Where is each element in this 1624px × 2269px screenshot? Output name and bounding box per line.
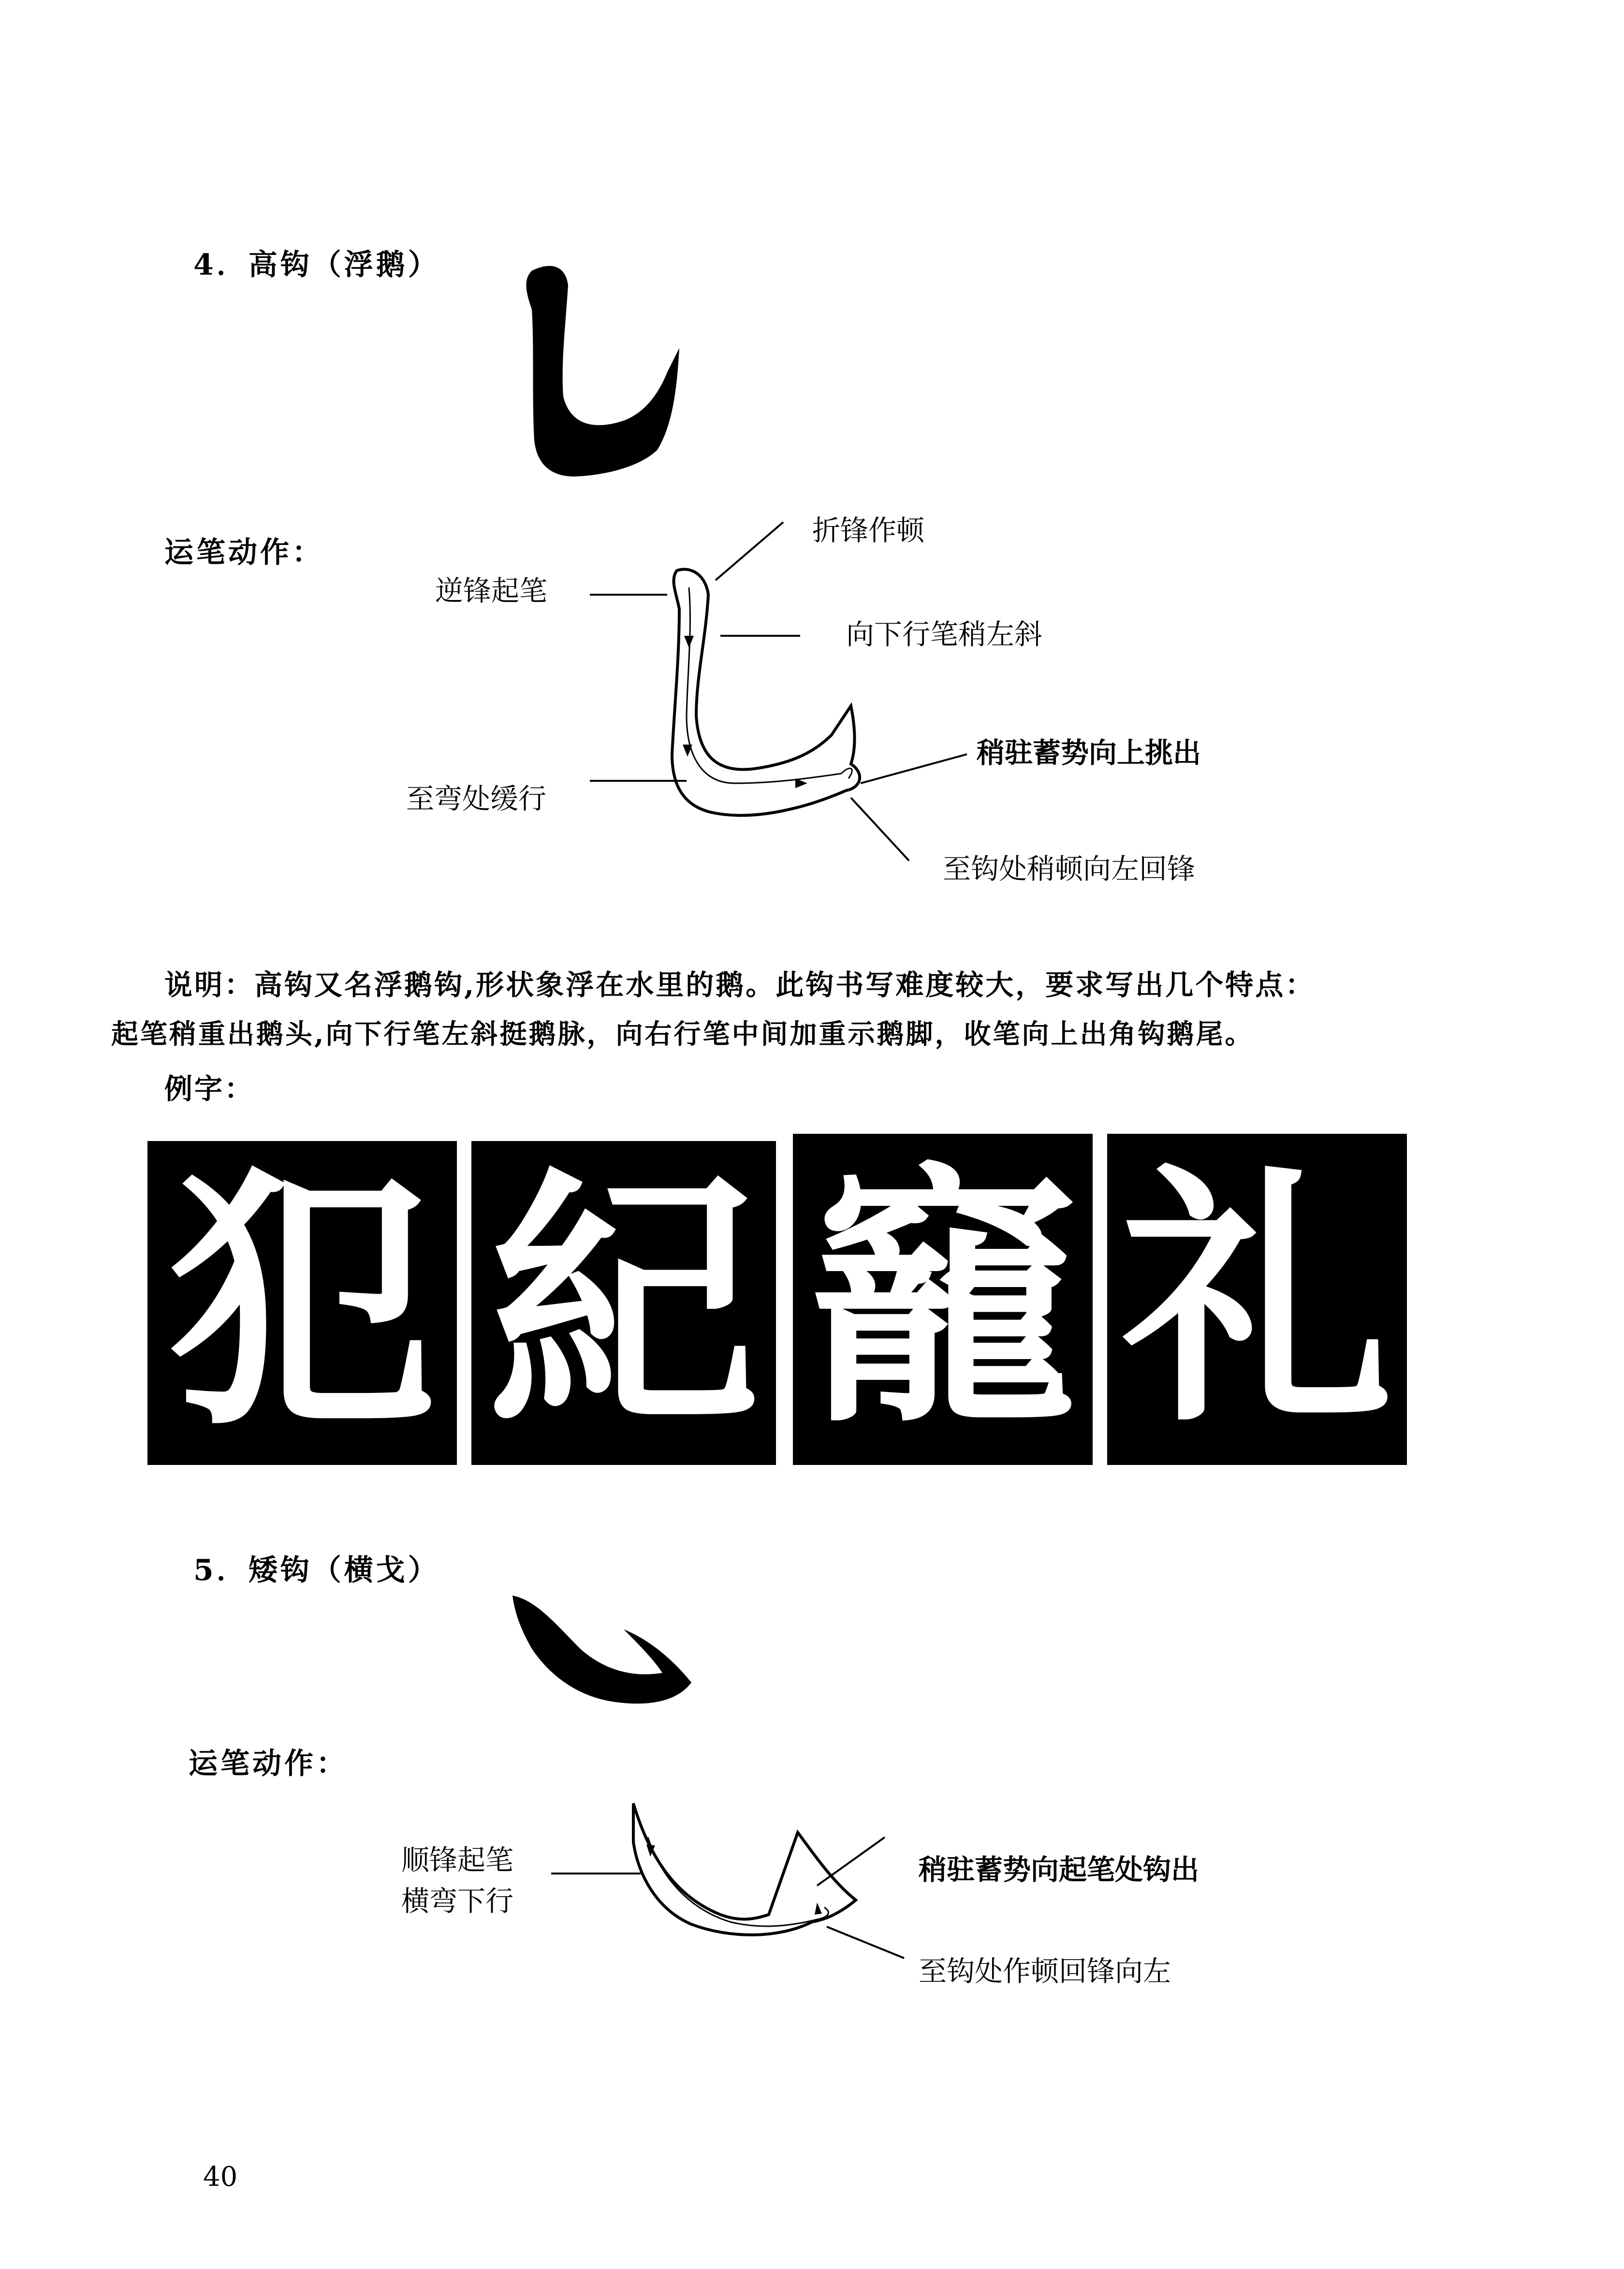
annotation-reverse-start: 逆锋起笔 [435, 574, 548, 607]
hook-tip-curl [841, 768, 852, 778]
section-5-heading: 5．矮钩（横戈） [193, 1553, 440, 1587]
annotation-low-start-2: 横弯下行 [401, 1885, 514, 1918]
explanation-line-1: 说明：高钩又名浮鹅钩,形状象浮在水里的鹅。此钩书写难度较大，要求写出几个特点： [164, 968, 1316, 1001]
section-5-movement-label: 运笔动作： [189, 1747, 348, 1781]
annotation-low-pause-hook: 稍驻蓄势向起笔处钩出 [919, 1853, 1200, 1886]
low-hook-brush-stroke [512, 1596, 691, 1704]
arrow-right-marker [795, 778, 807, 788]
low-hook-stroke-illustration [508, 1586, 701, 1721]
leader-low-hook-return [827, 1927, 904, 1958]
section-4-heading: 4．高钩（浮鹅） [193, 248, 440, 282]
annotation-low-start-1: 顺锋起笔 [401, 1844, 514, 1876]
section-4-movement-label: 运笔动作： [164, 536, 324, 570]
example-char-2: 紀 [488, 1144, 759, 1462]
annotation-hook-return: 至钩处稍顿向左回锋 [943, 852, 1196, 885]
low-arrow-up-marker [815, 1903, 822, 1915]
arrow-down-marker [684, 636, 694, 648]
high-hook-outline [672, 569, 860, 815]
example-panel-2 [471, 1141, 776, 1465]
example-char-3: 竉 [807, 1140, 1078, 1459]
example-char-1: 犯 [167, 1144, 438, 1462]
example-panel-3 [793, 1134, 1093, 1465]
high-hook-inner-path [687, 587, 841, 783]
low-hook-outline [633, 1803, 856, 1935]
annotation-turn-pause: 折锋作顿 [812, 514, 925, 547]
leader-pause-upward [861, 754, 967, 783]
annotation-pause-upward: 稍驻蓄势向上挑出 [977, 736, 1201, 769]
low-hook-movement-diagram [546, 1784, 914, 2016]
leader-turn-pause [716, 522, 783, 580]
high-hook-movement-diagram [580, 512, 890, 880]
leader-hook-return [851, 798, 909, 861]
explanation-line-2: 起笔稍重出鹅头,向下行笔左斜挺鹅脉，向右行笔中间加重示鹅脚，收笔向上出角钩鹅尾。 [111, 1018, 1254, 1050]
example-char-4: 礼 [1122, 1140, 1392, 1459]
annotation-slow-bend: 至弯处缓行 [406, 782, 547, 815]
high-hook-stroke-illustration [512, 251, 696, 483]
high-hook-brush-stroke [526, 266, 679, 477]
example-panel-4 [1107, 1134, 1407, 1465]
leader-low-pause-hook [817, 1837, 885, 1886]
page-number: 40 [203, 2161, 238, 2193]
examples-label: 例字： [164, 1072, 255, 1105]
example-panel-1 [147, 1141, 457, 1465]
annotation-low-hook-return: 至钩处作顿回锋向左 [919, 1955, 1171, 1988]
annotation-down-left: 向下行笔稍左斜 [846, 618, 1043, 651]
